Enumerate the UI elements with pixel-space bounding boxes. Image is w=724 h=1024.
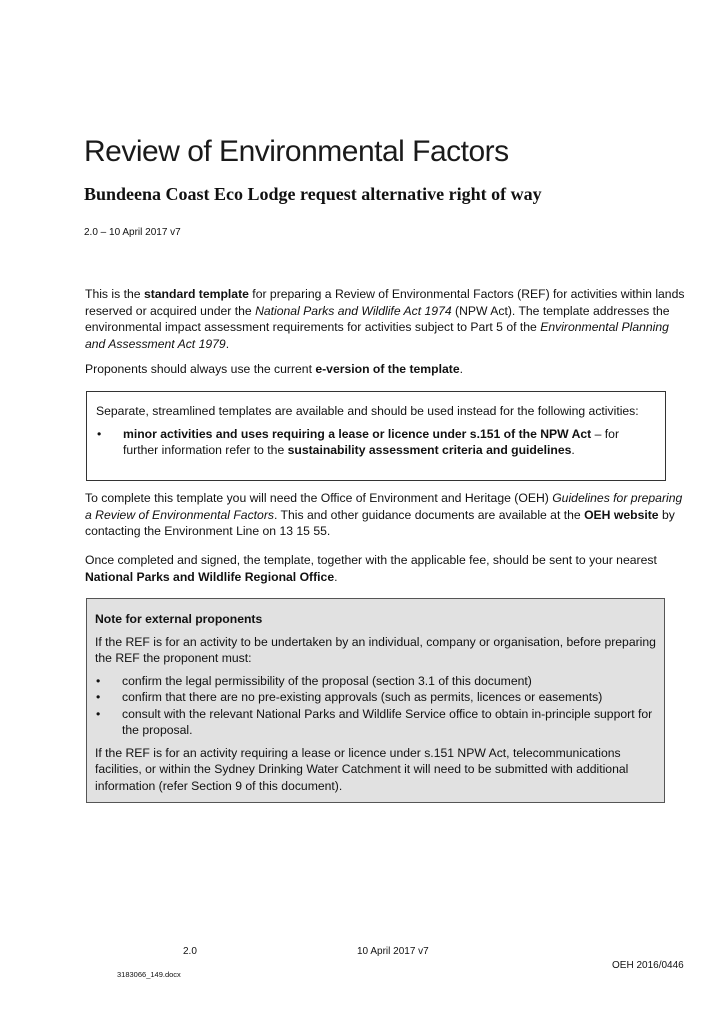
bullet-icon: • xyxy=(96,706,101,721)
regional-office-link[interactable]: National Parks and Wildlife Regional Office xyxy=(85,569,335,584)
oeh-guidelines-paragraph: To complete this template you will need the Office of Environment and Heritage (OEH) Guidelines for preparing a Review of Environmental Factors. This and other guidance documents are available at the OEH website by contacting the Environment Line on 13 15 55. xyxy=(85,491,683,538)
note-intro: If the REF is for an activity to be undertaken by an individual, company or organisation, before preparing the REF the proponent must: xyxy=(95,634,656,665)
external-proponents-note xyxy=(86,598,665,803)
box1-text: Separate, streamlined templates are available and should be used instead for the following activities: xyxy=(96,404,639,418)
eversion-paragraph: Proponents should always use the current e-version of the template. xyxy=(85,362,463,376)
intro-paragraph: This is the standard template for preparing a Review of Environmental Factors (REF) for activities within lands reserved or acquired under the National Parks and Wildlife Act 1974 (NPW Act). The template addresses the environmental impact assessment requirements for activities subject to Part 5 of the Environmental Planning and Assessment Act 1979. xyxy=(85,287,685,351)
bullet-icon: • xyxy=(96,673,101,688)
document-subtitle: Bundeena Coast Eco Lodge request alternative right of way xyxy=(84,184,542,204)
list-item: • consult with the relevant National Parks and Wildlife Service office to obtain in-principle support for the proposal. xyxy=(96,706,653,737)
footer-reference: OEH 2016/0446 xyxy=(612,960,684,971)
note-closing: If the REF is for an activity requiring a lease or licence under s.151 NPW Act, telecommunications facilities, or within the Sydney Drinking Water Catchment it will need to be submitted with additional information (refer Section 9 of this document). xyxy=(95,745,629,793)
guidelines-link[interactable]: Guidelines for preparing a Review of Environmental Factors xyxy=(85,491,683,522)
minor-activities-link[interactable]: minor activities and uses requiring a lease or licence under s.151 of the NPW Act xyxy=(123,426,592,441)
list-item: • confirm the legal permissibility of the proposal (section 3.1 of this document) xyxy=(96,673,532,688)
eversion-link[interactable]: e-version of the template xyxy=(315,362,460,376)
bullet-icon: • xyxy=(97,426,102,441)
list-item: • confirm that there are no pre-existing approvals (such as permits, licences or easements) xyxy=(96,690,603,704)
footer-date: 10 April 2017 v7 xyxy=(357,946,429,957)
bullet-icon: • xyxy=(96,690,101,704)
streamlined-templates-box xyxy=(86,391,666,481)
footer-version: 2.0 xyxy=(183,946,197,957)
document-title: Review of Environmental Factors xyxy=(84,135,509,168)
submission-paragraph: Once completed and signed, the template, together with the applicable fee, should be sent to your nearest National Parks and Wildlife Regional Office. xyxy=(85,553,657,584)
sustainability-criteria-link[interactable]: sustainability assessment criteria and guidelines xyxy=(287,443,572,457)
oeh-website-link[interactable]: OEH website xyxy=(584,507,659,522)
footer-filename: 3183066_149.docx xyxy=(117,970,181,979)
version-date: 2.0 – 10 April 2017 v7 xyxy=(84,227,181,238)
box1-list-item: • minor activities and uses requiring a lease or licence under s.151 of the NPW Act – for further information refer to the sustainability assessment criteria and guidelines. xyxy=(97,426,620,457)
note-heading: Note for external proponents xyxy=(95,612,263,626)
